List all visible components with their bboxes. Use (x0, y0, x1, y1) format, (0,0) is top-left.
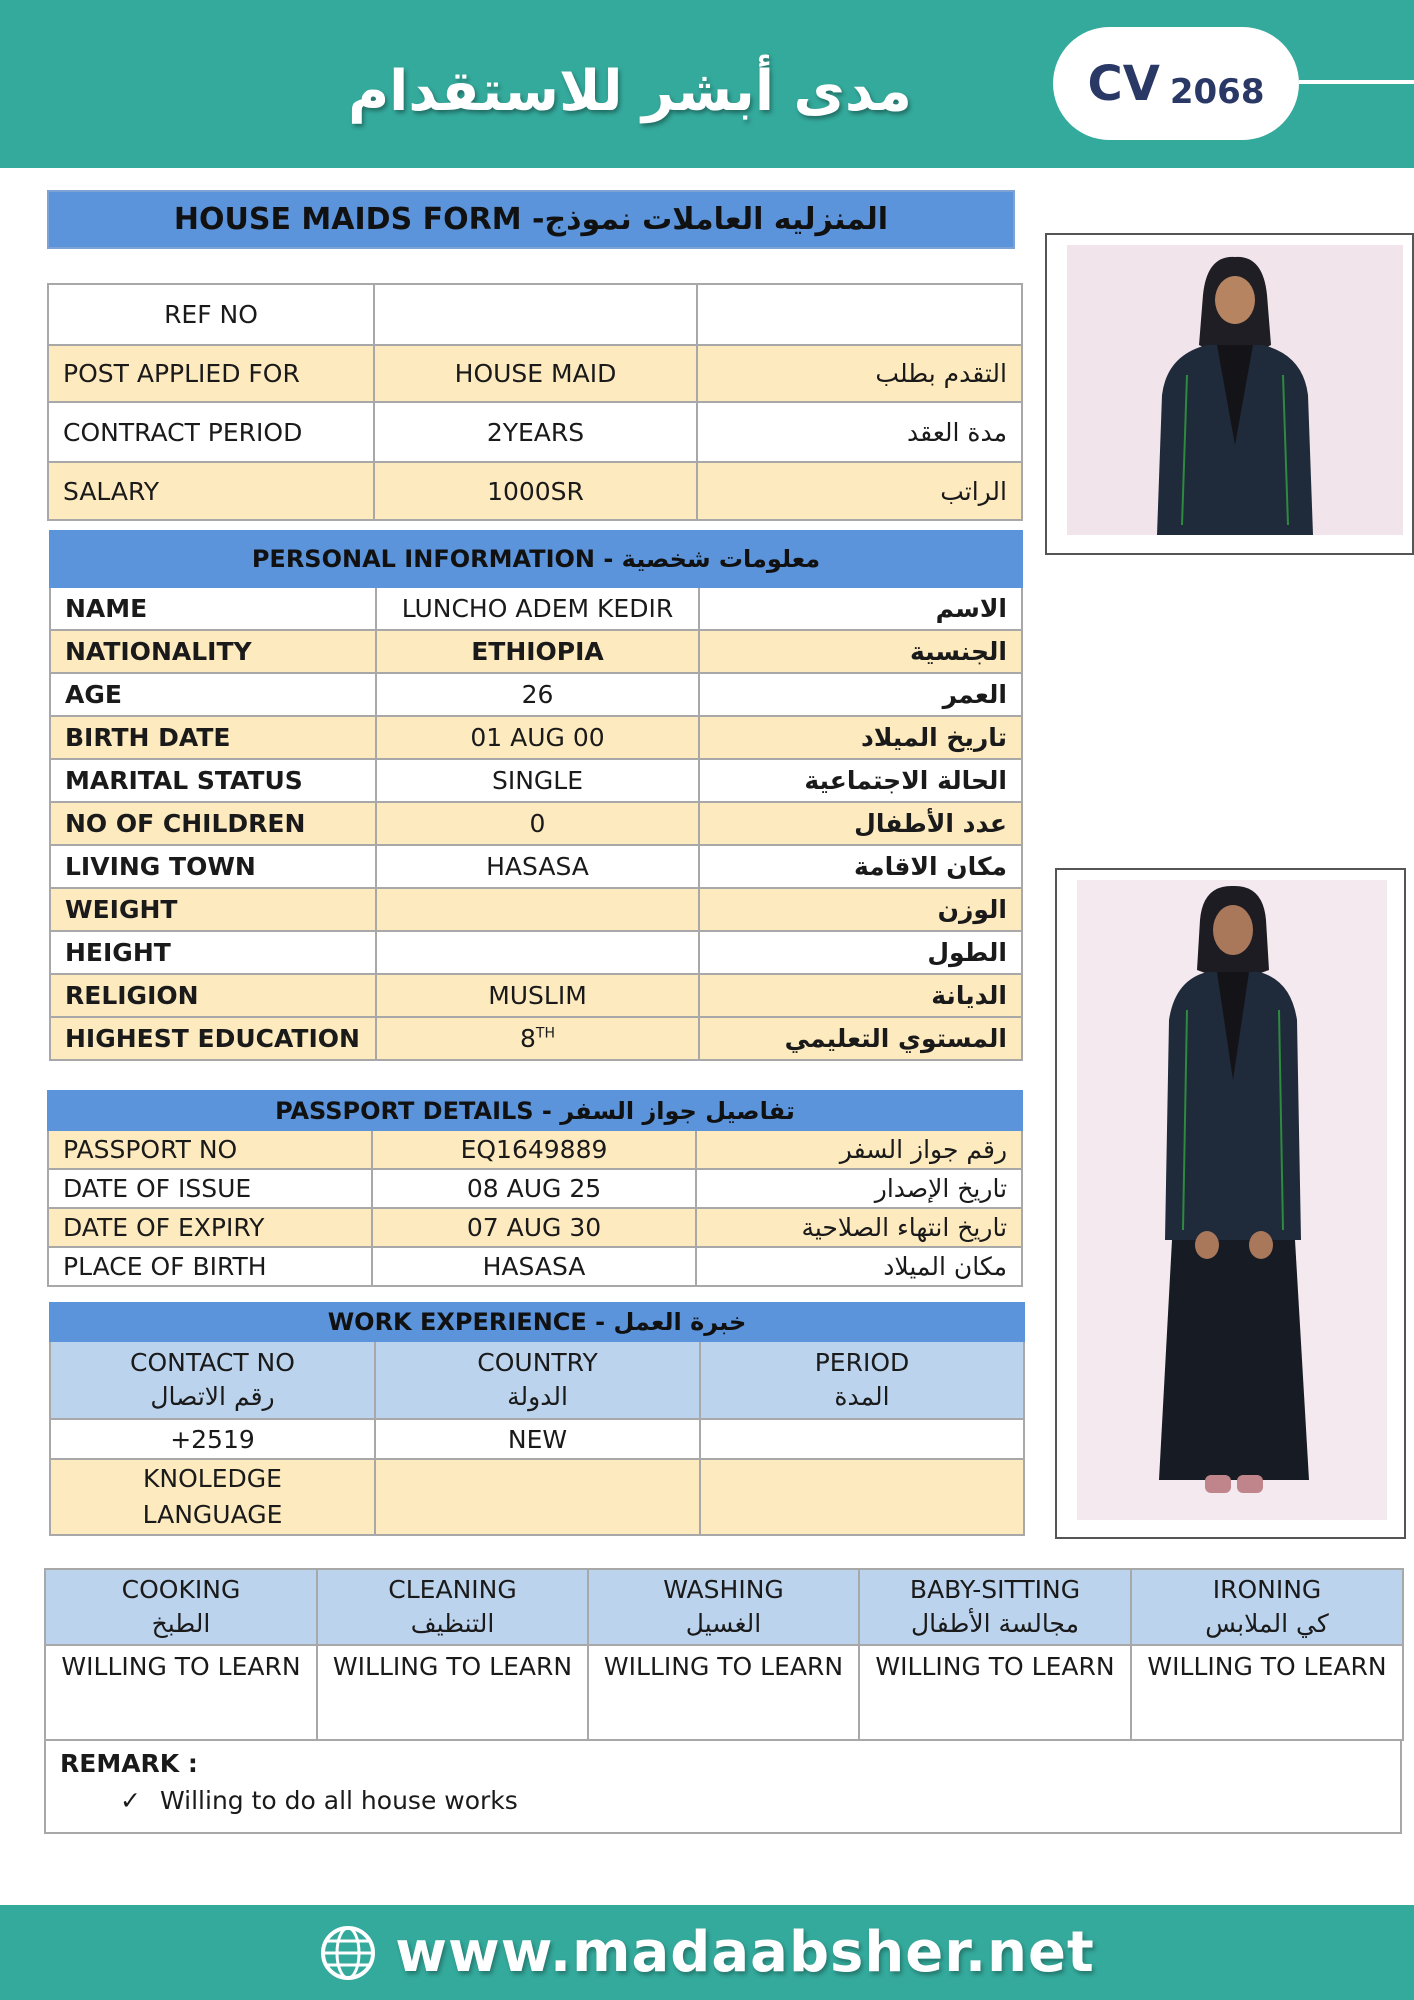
cv-number: 2068 (1169, 71, 1265, 112)
table-row (50, 759, 1022, 802)
contract-label: CONTRACT PERIOD (48, 402, 374, 462)
work-experience-table (49, 1302, 1025, 1536)
footer-bar (0, 1905, 1414, 2000)
skill-cooking-header: COOKING الطبخ (45, 1569, 317, 1645)
personal-info-header: PERSONAL INFORMATION - معلومات شخصية (50, 531, 1022, 587)
table-row (48, 284, 1022, 345)
weight-value (376, 888, 699, 931)
table-row (50, 802, 1022, 845)
marital-status-label: MARITAL STATUS (50, 759, 376, 802)
period-value (700, 1419, 1024, 1459)
nationality-label: NATIONALITY (50, 630, 376, 673)
salary-value: 1000SR (374, 462, 697, 520)
table-row (48, 462, 1022, 520)
education-arabic: المستوي التعليمي (699, 1017, 1022, 1060)
skills-table (44, 1568, 1404, 1741)
issue-date-arabic: تاريخ الإصدار (696, 1169, 1022, 1208)
age-label: AGE (50, 673, 376, 716)
knowledge-language-label: KNOLEDGE LANGUAGE (50, 1459, 375, 1535)
nationality-value: ETHIOPIA (376, 630, 699, 673)
salary-label: SALARY (48, 462, 374, 520)
full-body-photo (1077, 880, 1387, 1520)
remark-title: REMARK : (60, 1749, 198, 1778)
living-town-arabic: مكان الاقامة (699, 845, 1022, 888)
contract-arabic: مدة العقد (697, 402, 1022, 462)
religion-arabic: الديانة (699, 974, 1022, 1017)
check-icon: ✓ (120, 1786, 141, 1815)
weight-label: WEIGHT (50, 888, 376, 931)
portrait-figure (1067, 245, 1403, 535)
knowledge-language-extra (700, 1459, 1024, 1535)
height-label: HEIGHT (50, 931, 376, 974)
website-link[interactable]: www.madaabsher.net (395, 1920, 1095, 1985)
remark-text: Willing to do all house works (160, 1786, 518, 1815)
weight-arabic: الوزن (699, 888, 1022, 931)
table-row (50, 716, 1022, 759)
portrait-photo-frame (1045, 233, 1414, 555)
table-row (50, 587, 1022, 630)
knowledge-language-value (375, 1459, 700, 1535)
table-row (50, 845, 1022, 888)
full-body-figure (1077, 880, 1387, 1520)
application-table (47, 283, 1023, 521)
passport-no-label: PASSPORT NO (48, 1130, 372, 1169)
table-row (50, 1017, 1022, 1060)
birth-place-value: HASASA (372, 1247, 696, 1286)
nationality-arabic: الجنسية (699, 630, 1022, 673)
skill-ironing-value: WILLING TO LEARN (1131, 1645, 1403, 1740)
education-value: 8TH (376, 1017, 699, 1060)
table-row (50, 1459, 1024, 1535)
age-arabic: العمر (699, 673, 1022, 716)
expiry-date-value: 07 AUG 30 (372, 1208, 696, 1247)
birth-place-label: PLACE OF BIRTH (48, 1247, 372, 1286)
skill-washing-header: WASHING الغسيل (588, 1569, 859, 1645)
issue-date-label: DATE OF ISSUE (48, 1169, 372, 1208)
post-arabic: التقدم بطلب (697, 345, 1022, 402)
remark-item (120, 1786, 1386, 1815)
form-title: HOUSE MAIDS FORM -المنزليه العاملات نموذج (47, 190, 1015, 249)
living-town-label: LIVING TOWN (50, 845, 376, 888)
height-arabic: الطول (699, 931, 1022, 974)
passport-no-arabic: رقم جواز السفر (696, 1130, 1022, 1169)
birth-date-arabic: تاريخ الميلاد (699, 716, 1022, 759)
children-arabic: عدد الأطفال (699, 802, 1022, 845)
contract-value: 2YEARS (374, 402, 697, 462)
children-value: 0 (376, 802, 699, 845)
table-row (48, 345, 1022, 402)
passport-header: PASSPORT DETAILS - تفاصيل جواز السفر (48, 1091, 1022, 1130)
age-value: 26 (376, 673, 699, 716)
marital-status-arabic: الحالة الاجتماعية (699, 759, 1022, 802)
name-arabic: الاسم (699, 587, 1022, 630)
ref-no-label: REF NO (48, 284, 374, 345)
table-row (50, 630, 1022, 673)
globe-icon (319, 1924, 377, 1982)
col-period: PERIOD المدة (700, 1341, 1024, 1419)
birth-place-arabic: مكان الميلاد (696, 1247, 1022, 1286)
table-row (50, 1419, 1024, 1459)
col-country: COUNTRY الدولة (375, 1341, 700, 1419)
birth-date-value: 01 AUG 00 (376, 716, 699, 759)
skill-cooking-value: WILLING TO LEARN (45, 1645, 317, 1740)
skill-cleaning-header: CLEANING التنظيف (317, 1569, 588, 1645)
education-label: HIGHEST EDUCATION (50, 1017, 376, 1060)
religion-value: MUSLIM (376, 974, 699, 1017)
passport-no-value: EQ1649889 (372, 1130, 696, 1169)
personal-info-table (49, 530, 1023, 1061)
cv-number-badge (1053, 27, 1299, 140)
table-row (48, 1247, 1022, 1286)
ref-no-value (374, 284, 697, 345)
country-value: NEW (375, 1419, 700, 1459)
height-value (376, 931, 699, 974)
portrait-photo (1067, 245, 1403, 535)
expiry-date-arabic: تاريخ انتهاء الصلاحية (696, 1208, 1022, 1247)
table-row (50, 888, 1022, 931)
table-row (48, 402, 1022, 462)
living-town-value: HASASA (376, 845, 699, 888)
cv-label: CV (1087, 55, 1160, 112)
remark-box (44, 1739, 1402, 1834)
salary-arabic: الراتب (697, 462, 1022, 520)
skill-ironing-header: IRONING كي الملابس (1131, 1569, 1403, 1645)
table-row (48, 1208, 1022, 1247)
birth-date-label: BIRTH DATE (50, 716, 376, 759)
table-row (50, 974, 1022, 1017)
skill-babysitting-value: WILLING TO LEARN (859, 1645, 1131, 1740)
table-row (48, 1169, 1022, 1208)
company-title: مدى أبشر للاستقدام (348, 59, 912, 124)
table-row (50, 673, 1022, 716)
children-label: NO OF CHILDREN (50, 802, 376, 845)
name-label: NAME (50, 587, 376, 630)
skill-washing-value: WILLING TO LEARN (588, 1645, 859, 1740)
post-value: HOUSE MAID (374, 345, 697, 402)
table-row (48, 1130, 1022, 1169)
contact-value: +2519 (50, 1419, 375, 1459)
ref-no-arabic (697, 284, 1022, 345)
full-body-photo-frame (1055, 868, 1406, 1539)
expiry-date-label: DATE OF EXPIRY (48, 1208, 372, 1247)
religion-label: RELIGION (50, 974, 376, 1017)
skill-babysitting-header: BABY-SITTING مجالسة الأطفال (859, 1569, 1131, 1645)
work-experience-header: WORK EXPERIENCE - خبرة العمل (50, 1303, 1024, 1341)
col-contact: CONTACT NO رقم الاتصال (50, 1341, 375, 1419)
skill-cleaning-value: WILLING TO LEARN (317, 1645, 588, 1740)
post-label: POST APPLIED FOR (48, 345, 374, 402)
table-row (50, 931, 1022, 974)
header-bar (0, 0, 1414, 168)
header-divider (1299, 80, 1414, 84)
passport-table (47, 1090, 1023, 1287)
name-value: LUNCHO ADEM KEDIR (376, 587, 699, 630)
issue-date-value: 08 AUG 25 (372, 1169, 696, 1208)
marital-status-value: SINGLE (376, 759, 699, 802)
